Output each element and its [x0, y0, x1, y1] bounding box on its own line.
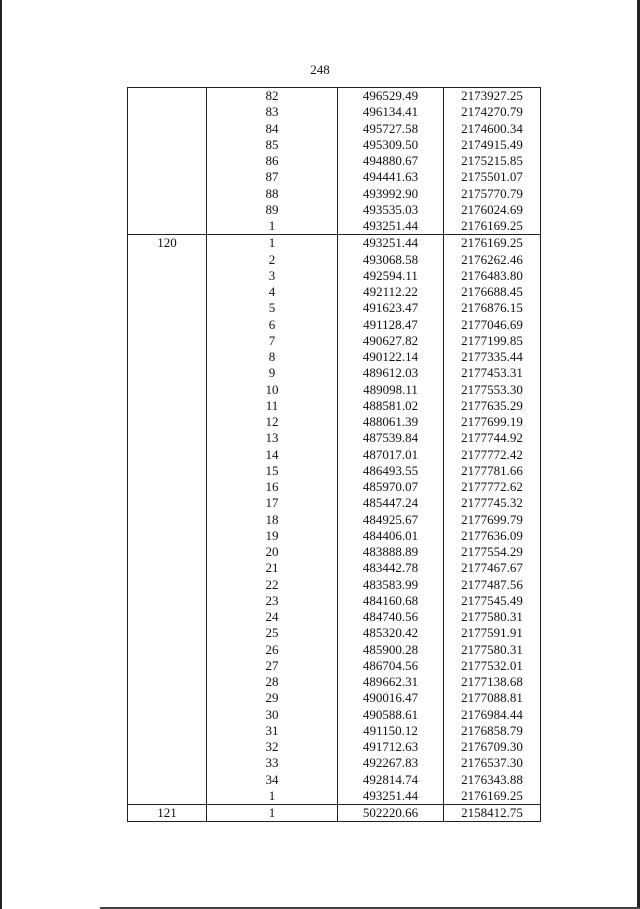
x-coordinate-cell: 493251.44 [338, 235, 444, 252]
coordinate-table-body [128, 88, 541, 822]
point-number-cell: 6 [207, 317, 338, 333]
plot-number-cell [128, 560, 207, 576]
table-row [128, 788, 541, 805]
table-row [128, 202, 541, 218]
plot-number-cell [128, 121, 207, 137]
x-coordinate-cell: 491623.47 [338, 300, 444, 316]
plot-number-cell [128, 495, 207, 511]
x-coordinate-cell: 493535.03 [338, 202, 444, 218]
y-coordinate-cell: 2177487.56 [444, 577, 541, 593]
point-number-cell: 19 [207, 528, 338, 544]
x-coordinate-cell: 485970.07 [338, 479, 444, 495]
table-row [128, 88, 541, 105]
x-coordinate-cell: 489098.11 [338, 382, 444, 398]
y-coordinate-cell: 2176262.46 [444, 252, 541, 268]
plot-number-cell [128, 284, 207, 300]
point-number-cell: 4 [207, 284, 338, 300]
table-row [128, 447, 541, 463]
table-row [128, 690, 541, 706]
y-coordinate-cell: 2177545.49 [444, 593, 541, 609]
table-row [128, 382, 541, 398]
point-number-cell: 13 [207, 430, 338, 446]
x-coordinate-cell: 487017.01 [338, 447, 444, 463]
x-coordinate-cell: 492814.74 [338, 772, 444, 788]
x-coordinate-cell: 484740.56 [338, 609, 444, 625]
plot-number-cell [128, 658, 207, 674]
table-row [128, 317, 541, 333]
table-row [128, 235, 541, 252]
table-row [128, 560, 541, 576]
table-row [128, 658, 541, 674]
plot-number-cell [128, 382, 207, 398]
x-coordinate-cell: 484406.01 [338, 528, 444, 544]
table-row [128, 707, 541, 723]
point-number-cell: 14 [207, 447, 338, 463]
y-coordinate-cell: 2176483.80 [444, 268, 541, 284]
table-row [128, 479, 541, 495]
y-coordinate-cell: 2174270.79 [444, 104, 541, 120]
x-coordinate-cell: 487539.84 [338, 430, 444, 446]
point-number-cell: 12 [207, 414, 338, 430]
x-coordinate-cell: 496529.49 [338, 88, 444, 105]
y-coordinate-cell: 2176024.69 [444, 202, 541, 218]
y-coordinate-cell: 2176169.25 [444, 218, 541, 235]
point-number-cell: 3 [207, 268, 338, 284]
table-row [128, 739, 541, 755]
plot-number-cell [128, 609, 207, 625]
plot-number-cell [128, 218, 207, 235]
x-coordinate-cell: 492594.11 [338, 268, 444, 284]
plot-number-cell [128, 365, 207, 381]
x-coordinate-cell: 492112.22 [338, 284, 444, 300]
point-number-cell: 27 [207, 658, 338, 674]
y-coordinate-cell: 2177532.01 [444, 658, 541, 674]
point-number-cell: 26 [207, 642, 338, 658]
table-row [128, 495, 541, 511]
x-coordinate-cell: 484925.67 [338, 512, 444, 528]
x-coordinate-cell: 491712.63 [338, 739, 444, 755]
point-number-cell: 84 [207, 121, 338, 137]
y-coordinate-cell: 2177554.29 [444, 544, 541, 560]
y-coordinate-cell: 2177088.81 [444, 690, 541, 706]
y-coordinate-cell: 2177553.30 [444, 382, 541, 398]
plot-number-cell [128, 317, 207, 333]
x-coordinate-cell: 483888.89 [338, 544, 444, 560]
x-coordinate-cell: 496134.41 [338, 104, 444, 120]
plot-number-cell [128, 577, 207, 593]
plot-number-cell [128, 479, 207, 495]
y-coordinate-cell: 2158412.75 [444, 805, 541, 822]
point-number-cell: 7 [207, 333, 338, 349]
plot-number-cell [128, 333, 207, 349]
y-coordinate-cell: 2176876.15 [444, 300, 541, 316]
y-coordinate-cell: 2177580.31 [444, 609, 541, 625]
point-number-cell: 33 [207, 755, 338, 771]
point-number-cell: 9 [207, 365, 338, 381]
table-row [128, 805, 541, 822]
table-row [128, 365, 541, 381]
plot-number-cell [128, 625, 207, 641]
x-coordinate-cell: 490627.82 [338, 333, 444, 349]
table-row [128, 528, 541, 544]
plot-number-cell [128, 528, 207, 544]
point-number-cell: 85 [207, 137, 338, 153]
table-row [128, 252, 541, 268]
point-number-cell: 83 [207, 104, 338, 120]
x-coordinate-cell: 485320.42 [338, 625, 444, 641]
table-row [128, 512, 541, 528]
y-coordinate-cell: 2175770.79 [444, 186, 541, 202]
y-coordinate-cell: 2174600.34 [444, 121, 541, 137]
table-row [128, 414, 541, 430]
x-coordinate-cell: 485900.28 [338, 642, 444, 658]
point-number-cell: 1 [207, 218, 338, 235]
y-coordinate-cell: 2177745.32 [444, 495, 541, 511]
point-number-cell: 21 [207, 560, 338, 576]
y-coordinate-cell: 2176343.88 [444, 772, 541, 788]
plot-number-cell [128, 544, 207, 560]
x-coordinate-cell: 493251.44 [338, 788, 444, 805]
table-row [128, 577, 541, 593]
y-coordinate-cell: 2176709.30 [444, 739, 541, 755]
plot-number-cell [128, 252, 207, 268]
table-row [128, 723, 541, 739]
plot-number-cell [128, 137, 207, 153]
plot-number-cell: 121 [128, 805, 207, 822]
point-number-cell: 16 [207, 479, 338, 495]
plot-number-cell [128, 772, 207, 788]
page-number: 248 [310, 62, 330, 77]
plot-number-cell [128, 202, 207, 218]
y-coordinate-cell: 2177453.31 [444, 365, 541, 381]
y-coordinate-cell: 2176537.30 [444, 755, 541, 771]
point-number-cell: 2 [207, 252, 338, 268]
x-coordinate-cell: 490588.61 [338, 707, 444, 723]
plot-number-cell [128, 349, 207, 365]
point-number-cell: 22 [207, 577, 338, 593]
x-coordinate-cell: 489662.31 [338, 674, 444, 690]
x-coordinate-cell: 493068.58 [338, 252, 444, 268]
x-coordinate-cell: 493251.44 [338, 218, 444, 235]
point-number-cell: 17 [207, 495, 338, 511]
point-number-cell: 32 [207, 739, 338, 755]
plot-number-cell [128, 755, 207, 771]
point-number-cell: 29 [207, 690, 338, 706]
x-coordinate-cell: 486493.55 [338, 463, 444, 479]
table-row [128, 268, 541, 284]
y-coordinate-cell: 2177699.79 [444, 512, 541, 528]
x-coordinate-cell: 488061.39 [338, 414, 444, 430]
x-coordinate-cell: 490122.14 [338, 349, 444, 365]
table-row [128, 625, 541, 641]
y-coordinate-cell: 2175501.07 [444, 169, 541, 185]
table-row [128, 430, 541, 446]
point-number-cell: 10 [207, 382, 338, 398]
y-coordinate-cell: 2177335.44 [444, 349, 541, 365]
x-coordinate-cell: 494880.67 [338, 153, 444, 169]
y-coordinate-cell: 2177636.09 [444, 528, 541, 544]
y-coordinate-cell: 2177744.92 [444, 430, 541, 446]
x-coordinate-cell: 488581.02 [338, 398, 444, 414]
plot-number-cell [128, 447, 207, 463]
point-number-cell: 15 [207, 463, 338, 479]
table-row [128, 104, 541, 120]
plot-number-cell [128, 463, 207, 479]
y-coordinate-cell: 2177772.62 [444, 479, 541, 495]
plot-number-cell [128, 690, 207, 706]
point-number-cell: 88 [207, 186, 338, 202]
plot-number-cell [128, 300, 207, 316]
x-coordinate-cell: 494441.63 [338, 169, 444, 185]
x-coordinate-cell: 492267.83 [338, 755, 444, 771]
point-number-cell: 11 [207, 398, 338, 414]
point-number-cell: 30 [207, 707, 338, 723]
table-row [128, 218, 541, 235]
plot-number-cell [128, 186, 207, 202]
point-number-cell: 1 [207, 235, 338, 252]
y-coordinate-cell: 2175215.85 [444, 153, 541, 169]
point-number-cell: 1 [207, 788, 338, 805]
y-coordinate-cell: 2176984.44 [444, 707, 541, 723]
point-number-cell: 18 [207, 512, 338, 528]
x-coordinate-cell: 483442.78 [338, 560, 444, 576]
y-coordinate-cell: 2177138.68 [444, 674, 541, 690]
plot-number-cell [128, 398, 207, 414]
plot-number-cell [128, 707, 207, 723]
table-row [128, 772, 541, 788]
point-number-cell: 8 [207, 349, 338, 365]
x-coordinate-cell: 495309.50 [338, 137, 444, 153]
plot-number-cell [128, 739, 207, 755]
plot-number-cell [128, 788, 207, 805]
y-coordinate-cell: 2176169.25 [444, 235, 541, 252]
y-coordinate-cell: 2176688.45 [444, 284, 541, 300]
point-number-cell: 20 [207, 544, 338, 560]
y-coordinate-cell: 2177046.69 [444, 317, 541, 333]
x-coordinate-cell: 493992.90 [338, 186, 444, 202]
y-coordinate-cell: 2177580.31 [444, 642, 541, 658]
table-row [128, 169, 541, 185]
y-coordinate-cell: 2177591.91 [444, 625, 541, 641]
plot-number-cell [128, 430, 207, 446]
table-row [128, 300, 541, 316]
scan-border-left [0, 0, 2, 909]
table-row [128, 544, 541, 560]
plot-number-cell [128, 593, 207, 609]
plot-number-cell: 120 [128, 235, 207, 252]
point-number-cell: 31 [207, 723, 338, 739]
x-coordinate-cell: 484160.68 [338, 593, 444, 609]
y-coordinate-cell: 2177699.19 [444, 414, 541, 430]
point-number-cell: 23 [207, 593, 338, 609]
point-number-cell: 28 [207, 674, 338, 690]
table-row [128, 674, 541, 690]
table-row [128, 186, 541, 202]
plot-number-cell [128, 169, 207, 185]
plot-number-cell [128, 642, 207, 658]
point-number-cell: 24 [207, 609, 338, 625]
plot-number-cell [128, 88, 207, 105]
plot-number-cell [128, 512, 207, 528]
coordinate-table [127, 87, 541, 822]
point-number-cell: 25 [207, 625, 338, 641]
x-coordinate-cell: 495727.58 [338, 121, 444, 137]
y-coordinate-cell: 2177772.42 [444, 447, 541, 463]
y-coordinate-cell: 2177635.29 [444, 398, 541, 414]
y-coordinate-cell: 2177467.67 [444, 560, 541, 576]
point-number-cell: 89 [207, 202, 338, 218]
x-coordinate-cell: 483583.99 [338, 577, 444, 593]
table-row [128, 153, 541, 169]
table-row [128, 593, 541, 609]
table-row [128, 137, 541, 153]
table-row [128, 121, 541, 137]
y-coordinate-cell: 2176858.79 [444, 723, 541, 739]
point-number-cell: 34 [207, 772, 338, 788]
plot-number-cell [128, 674, 207, 690]
y-coordinate-cell: 2177781.66 [444, 463, 541, 479]
x-coordinate-cell: 490016.47 [338, 690, 444, 706]
point-number-cell: 5 [207, 300, 338, 316]
x-coordinate-cell: 502220.66 [338, 805, 444, 822]
y-coordinate-cell: 2176169.25 [444, 788, 541, 805]
point-number-cell: 87 [207, 169, 338, 185]
table-row [128, 463, 541, 479]
x-coordinate-cell: 491128.47 [338, 317, 444, 333]
plot-number-cell [128, 414, 207, 430]
table-row [128, 755, 541, 771]
table-row [128, 609, 541, 625]
point-number-cell: 86 [207, 153, 338, 169]
y-coordinate-cell: 2174915.49 [444, 137, 541, 153]
table-row [128, 333, 541, 349]
y-coordinate-cell: 2173927.25 [444, 88, 541, 105]
table-row [128, 349, 541, 365]
point-number-cell: 1 [207, 805, 338, 822]
plot-number-cell [128, 268, 207, 284]
x-coordinate-cell: 491150.12 [338, 723, 444, 739]
y-coordinate-cell: 2177199.85 [444, 333, 541, 349]
table-row [128, 642, 541, 658]
plot-number-cell [128, 104, 207, 120]
point-number-cell: 82 [207, 88, 338, 105]
table-row [128, 284, 541, 300]
x-coordinate-cell: 486704.56 [338, 658, 444, 674]
table-row [128, 398, 541, 414]
plot-number-cell [128, 153, 207, 169]
x-coordinate-cell: 485447.24 [338, 495, 444, 511]
x-coordinate-cell: 489612.03 [338, 365, 444, 381]
plot-number-cell [128, 723, 207, 739]
